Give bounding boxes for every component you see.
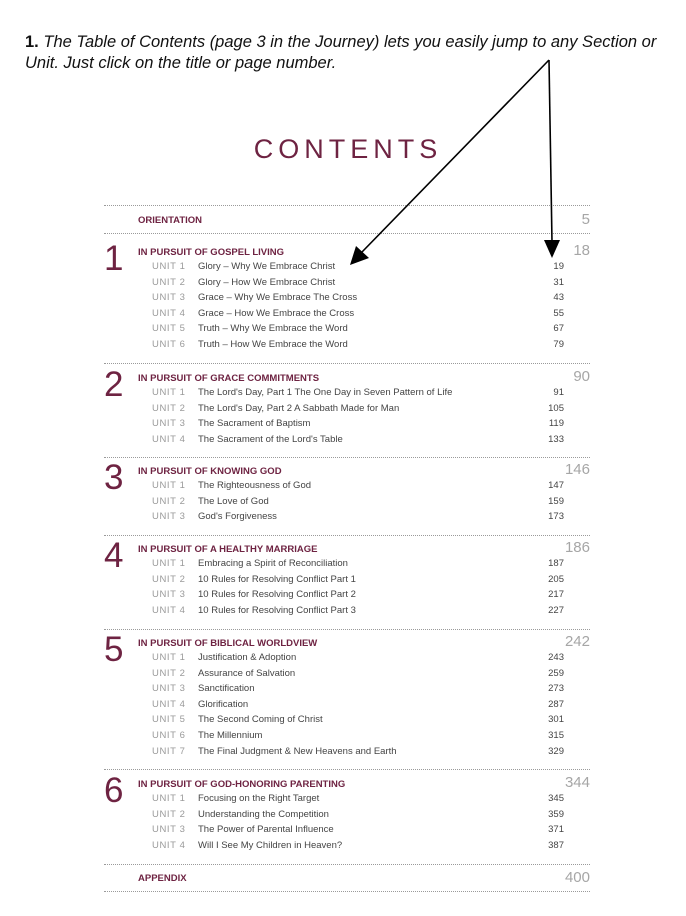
unit-page[interactable]: 287 bbox=[548, 698, 564, 710]
section-number: 1 bbox=[104, 239, 124, 278]
unit-title[interactable]: Truth – How We Embrace the Word bbox=[198, 338, 348, 350]
unit-page[interactable]: 55 bbox=[553, 307, 564, 319]
unit-page[interactable]: 315 bbox=[548, 729, 564, 741]
section-page[interactable]: 242 bbox=[564, 633, 590, 650]
unit-label: UNIT 2 bbox=[152, 808, 186, 820]
arrow-to-unit-title bbox=[350, 60, 549, 265]
unit-page[interactable]: 79 bbox=[553, 338, 564, 350]
unit-page[interactable]: 133 bbox=[548, 433, 564, 445]
unit-label: UNIT 2 bbox=[152, 495, 186, 507]
unit-title[interactable]: Embracing a Spirit of Reconciliation bbox=[198, 558, 348, 569]
unit-label: UNIT 2 bbox=[152, 276, 186, 288]
section-page[interactable]: 344 bbox=[564, 774, 590, 791]
appendix-page[interactable]: 400 bbox=[564, 869, 590, 886]
section-title[interactable]: IN PURSUIT OF BIBLICAL WORLDVIEW bbox=[138, 638, 318, 649]
unit-title[interactable]: The Lord's Day, Part 2 A Sabbath Made for Man bbox=[198, 402, 400, 414]
unit-title[interactable]: Glory – How We Embrace Christ bbox=[198, 276, 336, 288]
unit-title[interactable]: Justification & Adoption bbox=[198, 652, 297, 663]
unit-page[interactable]: 19 bbox=[553, 261, 564, 272]
unit-title[interactable]: Understanding the Competition bbox=[198, 808, 329, 820]
unit-title[interactable]: The Sacrament of Baptism bbox=[198, 418, 311, 430]
unit-title[interactable]: The Power of Parental Influence bbox=[198, 824, 334, 836]
unit-page[interactable]: 301 bbox=[548, 714, 564, 726]
unit-label: UNIT 4 bbox=[152, 839, 186, 851]
unit-label: UNIT 7 bbox=[152, 745, 186, 757]
unit-label: UNIT 5 bbox=[152, 323, 186, 335]
section-number: 4 bbox=[104, 536, 124, 575]
unit-page[interactable]: 387 bbox=[548, 839, 564, 851]
unit-title[interactable]: The Righteousness of God bbox=[198, 480, 312, 491]
unit-label: UNIT 2 bbox=[152, 573, 186, 585]
unit-title[interactable]: Sanctification bbox=[198, 683, 255, 695]
unit-label: UNIT 5 bbox=[152, 714, 186, 726]
unit-page[interactable]: 31 bbox=[553, 276, 564, 288]
unit-label: UNIT 3 bbox=[152, 511, 186, 523]
unit-label: UNIT 1 bbox=[152, 793, 186, 804]
unit-title[interactable]: Focusing on the Right Target bbox=[198, 793, 320, 804]
unit-label: UNIT 1 bbox=[152, 480, 186, 491]
section-title[interactable]: IN PURSUIT OF GOD-HONORING PARENTING bbox=[138, 779, 346, 790]
unit-title[interactable]: Glorification bbox=[198, 698, 249, 710]
unit-label: UNIT 1 bbox=[152, 387, 186, 398]
unit-label: UNIT 3 bbox=[152, 683, 186, 695]
section-page[interactable]: 18 bbox=[573, 242, 590, 259]
unit-page[interactable]: 273 bbox=[548, 683, 564, 695]
unit-title[interactable]: Glory – Why We Embrace Christ bbox=[198, 261, 336, 272]
orientation-page[interactable]: 5 bbox=[581, 211, 590, 228]
unit-label: UNIT 1 bbox=[152, 261, 186, 272]
note-number: 1. bbox=[25, 33, 39, 51]
unit-page[interactable]: 159 bbox=[548, 495, 564, 507]
section-title[interactable]: IN PURSUIT OF GOSPEL LIVING bbox=[138, 247, 285, 258]
unit-label: UNIT 3 bbox=[152, 292, 186, 304]
unit-label: UNIT 4 bbox=[152, 698, 186, 710]
unit-title[interactable]: God's Forgiveness bbox=[198, 511, 277, 523]
unit-title[interactable]: Assurance of Salvation bbox=[198, 667, 296, 679]
section-number: 6 bbox=[104, 771, 124, 810]
unit-title[interactable]: Grace – Why We Embrace The Cross bbox=[198, 292, 358, 304]
unit-title[interactable]: Truth – Why We Embrace the Word bbox=[198, 323, 348, 335]
unit-page[interactable]: 359 bbox=[548, 808, 564, 820]
unit-title[interactable]: The Second Coming of Christ bbox=[198, 714, 323, 726]
unit-label: UNIT 4 bbox=[152, 307, 186, 319]
unit-page[interactable]: 371 bbox=[548, 824, 564, 836]
unit-title[interactable]: 10 Rules for Resolving Conflict Part 2 bbox=[198, 589, 356, 601]
unit-label: UNIT 2 bbox=[152, 667, 186, 679]
unit-page[interactable]: 259 bbox=[548, 667, 564, 679]
unit-title[interactable]: Will I See My Children in Heaven? bbox=[198, 839, 343, 851]
unit-page[interactable]: 329 bbox=[548, 745, 564, 757]
unit-title[interactable]: The Final Judgment & New Heavens and Earth bbox=[198, 745, 397, 757]
section-number: 3 bbox=[104, 458, 124, 497]
section-title[interactable]: IN PURSUIT OF A HEALTHY MARRIAGE bbox=[138, 544, 318, 555]
section-number: 2 bbox=[104, 365, 124, 404]
unit-label: UNIT 3 bbox=[152, 824, 186, 836]
unit-label: UNIT 1 bbox=[152, 652, 186, 663]
unit-label: UNIT 6 bbox=[152, 729, 186, 741]
contents-title: CONTENTS bbox=[253, 134, 443, 164]
unit-label: UNIT 4 bbox=[152, 433, 186, 445]
unit-title[interactable]: The Lord's Day, Part 1 The One Day in Seven Pattern of Life bbox=[198, 387, 453, 398]
section-title[interactable]: IN PURSUIT OF GRACE COMMITMENTS bbox=[138, 373, 320, 384]
unit-page[interactable]: 187 bbox=[548, 558, 564, 569]
unit-page[interactable]: 173 bbox=[548, 511, 564, 523]
note-text: The Table of Contents (page 3 in the Journey) lets you easily jump to any Section or Unit. Just click on the title or page number. bbox=[25, 33, 657, 72]
unit-label: UNIT 6 bbox=[152, 338, 186, 350]
unit-title[interactable]: The Sacrament of the Lord's Table bbox=[198, 433, 343, 445]
unit-page[interactable]: 43 bbox=[553, 292, 564, 304]
unit-title[interactable]: 10 Rules for Resolving Conflict Part 1 bbox=[198, 573, 356, 585]
unit-title[interactable]: The Love of God bbox=[198, 495, 269, 507]
unit-page[interactable]: 119 bbox=[548, 418, 564, 430]
unit-page[interactable]: 147 bbox=[548, 480, 564, 491]
unit-page[interactable]: 205 bbox=[548, 573, 564, 585]
unit-label: UNIT 1 bbox=[152, 558, 186, 569]
unit-title[interactable]: Grace – How We Embrace the Cross bbox=[198, 307, 355, 319]
orientation-label[interactable]: ORIENTATION bbox=[138, 215, 203, 226]
section-page[interactable]: 146 bbox=[564, 461, 590, 478]
section-number: 5 bbox=[104, 630, 124, 669]
unit-title[interactable]: The Millennium bbox=[198, 729, 263, 741]
arrow-to-page-number bbox=[544, 60, 560, 258]
section-page[interactable]: 90 bbox=[573, 368, 590, 385]
unit-page[interactable]: 243 bbox=[548, 652, 564, 663]
unit-page[interactable]: 345 bbox=[548, 793, 564, 804]
unit-page[interactable]: 227 bbox=[548, 604, 564, 616]
unit-label: UNIT 3 bbox=[152, 589, 186, 601]
section-title[interactable]: IN PURSUIT OF KNOWING GOD bbox=[138, 466, 282, 477]
unit-title[interactable]: 10 Rules for Resolving Conflict Part 3 bbox=[198, 604, 356, 616]
unit-page[interactable]: 67 bbox=[553, 323, 564, 335]
unit-label: UNIT 4 bbox=[152, 604, 186, 616]
unit-page[interactable]: 91 bbox=[553, 387, 564, 398]
appendix-label[interactable]: APPENDIX bbox=[138, 873, 187, 884]
unit-label: UNIT 2 bbox=[152, 402, 186, 414]
unit-page[interactable]: 217 bbox=[548, 589, 564, 601]
section-page[interactable]: 186 bbox=[564, 539, 590, 556]
unit-label: UNIT 3 bbox=[152, 418, 186, 430]
unit-page[interactable]: 105 bbox=[548, 402, 564, 414]
